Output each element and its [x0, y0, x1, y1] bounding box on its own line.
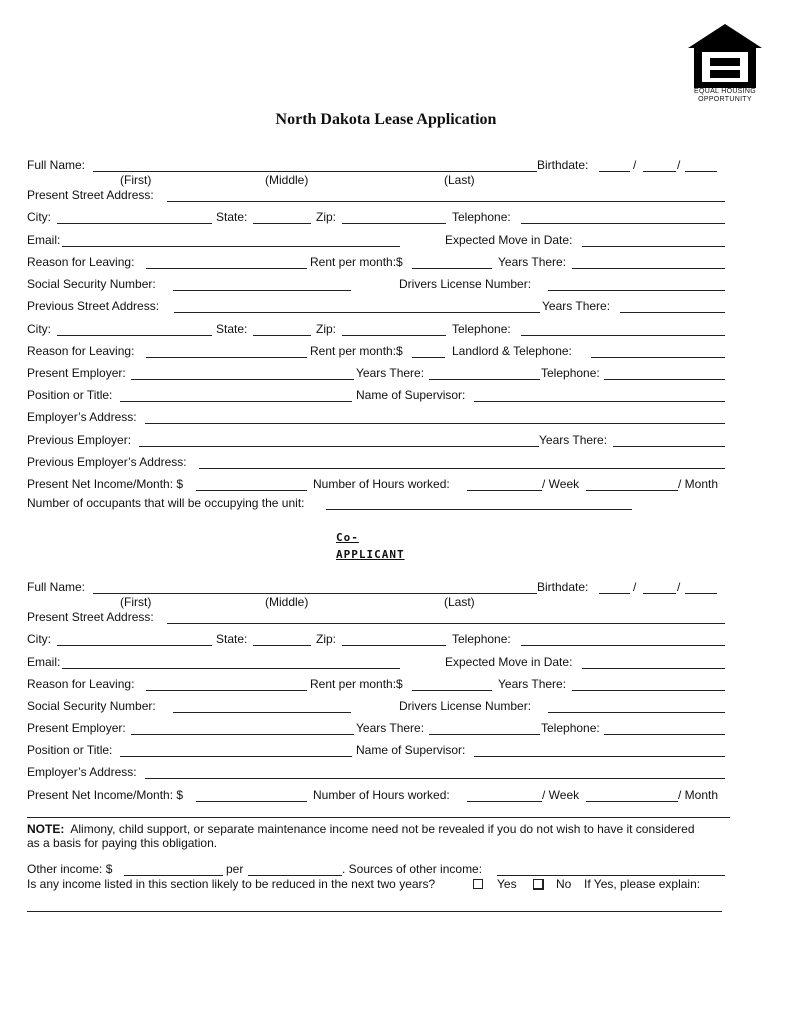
co-zip-label: Zip: — [316, 632, 337, 646]
other-income-label: Other income: $ — [27, 862, 113, 876]
prev-years-there-field[interactable] — [620, 312, 725, 313]
telephone-label: Telephone: — [452, 210, 511, 224]
hours-per-month-field[interactable] — [586, 490, 678, 491]
rent-per-month-label: Rent per month:$ — [310, 255, 403, 269]
co-telephone-field[interactable] — [521, 645, 725, 646]
ssn-label: Social Security Number: — [27, 277, 156, 291]
other-income-sources-label: . Sources of other income: — [342, 862, 483, 876]
prev-employer-field[interactable] — [139, 446, 539, 447]
years-there-field[interactable] — [572, 268, 725, 269]
prev-years-there-label: Years There: — [542, 299, 611, 313]
co-email-field[interactable] — [62, 668, 400, 669]
co-last-name-caption: (Last) — [444, 595, 475, 609]
co-hours-worked-label: Number of Hours worked: — [313, 788, 450, 802]
co-years-there-field[interactable] — [572, 690, 725, 691]
co-supervisor-label: Name of Supervisor: — [356, 743, 466, 757]
prev-reason-leaving-label: Reason for Leaving: — [27, 344, 135, 358]
full-name-label: Full Name: — [27, 158, 86, 172]
prev-city-field[interactable] — [57, 335, 212, 336]
middle-name-caption: (Middle) — [265, 173, 309, 187]
co-present-street-label: Present Street Address: — [27, 610, 154, 624]
birthdate-slash: / — [633, 158, 637, 172]
note-bold-label: NOTE: — [27, 822, 65, 836]
present-employer-label: Present Employer: — [27, 366, 126, 380]
landlord-telephone-field[interactable] — [591, 357, 725, 358]
co-rent-per-month-label: Rent per month:$ — [310, 677, 403, 691]
coapplicant-heading-line1: Co- — [336, 531, 359, 544]
reason-leaving-field[interactable] — [146, 268, 307, 269]
co-reason-leaving-label: Reason for Leaving: — [27, 677, 135, 691]
full-name-field[interactable] — [93, 171, 537, 172]
employer-years-field[interactable] — [429, 379, 540, 380]
income-reduction-question: Is any income listed in this section likely to be reduced in the next two years? — [27, 877, 436, 891]
co-employer-telephone-field[interactable] — [604, 734, 725, 735]
state-field[interactable] — [253, 223, 311, 224]
no-checkbox[interactable] — [533, 879, 544, 890]
co-net-income-label: Present Net Income/Month: $ — [27, 788, 184, 802]
yes-checkbox[interactable] — [473, 879, 483, 889]
explain-label: If Yes, please explain: — [584, 877, 701, 891]
birthdate-day-field[interactable] — [643, 171, 676, 172]
present-employer-field[interactable] — [131, 379, 354, 380]
prev-rent-label: Rent per month:$ — [310, 344, 403, 358]
last-name-caption: (Last) — [444, 173, 475, 187]
zip-label: Zip: — [316, 210, 337, 224]
co-years-there-label: Years There: — [498, 677, 567, 691]
per-week-label: / Week — [542, 477, 580, 491]
co-birthdate-label: Birthdate: — [537, 580, 589, 594]
prev-telephone-field[interactable] — [521, 335, 725, 336]
other-income-amount-field[interactable] — [124, 875, 223, 876]
employer-years-label: Years There: — [356, 366, 425, 380]
co-birthdate-day-field[interactable] — [643, 593, 676, 594]
co-drivers-license-label: Drivers License Number: — [399, 699, 532, 713]
prev-employer-years-label: Years There: — [539, 433, 608, 447]
prev-state-label: State: — [216, 322, 248, 336]
hours-per-week-field[interactable] — [467, 490, 542, 491]
occupants-label: Number of occupants that will be occupying the unit: — [27, 496, 305, 510]
co-hours-per-week-field[interactable] — [467, 801, 542, 802]
first-name-caption: (First) — [120, 173, 152, 187]
co-hours-per-month-field[interactable] — [586, 801, 678, 802]
co-employer-telephone-label: Telephone: — [541, 721, 600, 735]
note-text-line2: as a basis for paying this obligation. — [27, 836, 218, 850]
co-position-field[interactable] — [120, 756, 352, 757]
co-employer-address-label: Employer’s Address: — [27, 765, 137, 779]
present-street-label: Present Street Address: — [27, 188, 154, 202]
city-label: City: — [27, 210, 51, 224]
landlord-telephone-label: Landlord & Telephone: — [452, 344, 572, 358]
email-field[interactable] — [62, 246, 400, 247]
ssn-field[interactable] — [173, 290, 351, 291]
co-present-employer-label: Present Employer: — [27, 721, 126, 735]
co-city-field[interactable] — [57, 645, 212, 646]
rent-per-month-field[interactable] — [412, 268, 492, 269]
co-ssn-field[interactable] — [173, 712, 351, 713]
occupants-field[interactable] — [326, 509, 632, 510]
position-label: Position or Title: — [27, 388, 113, 402]
co-employer-address-field[interactable] — [145, 778, 725, 779]
logo-text-line2: OPPORTUNITY — [698, 96, 752, 103]
present-street-field[interactable] — [167, 201, 725, 202]
co-first-name-caption: (First) — [120, 595, 152, 609]
prev-rent-field[interactable] — [412, 357, 445, 358]
other-income-sources-field[interactable] — [497, 875, 725, 876]
note-line1 — [27, 822, 695, 836]
birthdate-slash: / — [677, 158, 681, 172]
per-month-label: / Month — [678, 477, 719, 491]
prev-street-label: Previous Street Address: — [27, 299, 160, 313]
co-expected-move-field[interactable] — [582, 668, 725, 669]
birthdate-year-field[interactable] — [685, 171, 717, 172]
prev-reason-leaving-field[interactable] — [146, 357, 307, 358]
co-per-month-label: / Month — [678, 788, 719, 802]
drivers-license-field[interactable] — [548, 290, 725, 291]
no-label: No — [556, 877, 572, 891]
co-employer-years-field[interactable] — [429, 734, 540, 735]
employer-telephone-label: Telephone: — [541, 366, 600, 380]
years-there-label: Years There: — [498, 255, 567, 269]
other-income-per-field[interactable] — [248, 875, 342, 876]
yes-label: Yes — [497, 877, 517, 891]
prev-employer-address-label: Previous Employer’s Address: — [27, 455, 187, 469]
co-city-label: City: — [27, 632, 51, 646]
birthdate-month-field[interactable] — [599, 171, 630, 172]
prev-state-field[interactable] — [253, 335, 311, 336]
email-label: Email: — [27, 233, 61, 247]
note-text-line1: Alimony, child support, or separate maintenance income need not be revealed if you do not wish to have it considered — [70, 822, 695, 836]
co-birthdate-slash: / — [677, 580, 681, 594]
co-birthdate-year-field[interactable] — [685, 593, 717, 594]
prev-zip-label: Zip: — [316, 322, 337, 336]
net-income-field[interactable] — [196, 490, 307, 491]
co-position-label: Position or Title: — [27, 743, 113, 757]
supervisor-field[interactable] — [474, 401, 725, 402]
co-drivers-license-field[interactable] — [548, 712, 725, 713]
co-net-income-field[interactable] — [196, 801, 307, 802]
other-income-per-label: per — [226, 862, 244, 876]
prev-employer-years-field[interactable] — [613, 446, 725, 447]
employer-telephone-field[interactable] — [604, 379, 725, 380]
co-employer-years-label: Years There: — [356, 721, 425, 735]
co-full-name-label: Full Name: — [27, 580, 86, 594]
prev-employer-address-field[interactable] — [199, 468, 725, 469]
prev-city-label: City: — [27, 322, 51, 336]
co-email-label: Email: — [27, 655, 61, 669]
co-present-employer-field[interactable] — [131, 734, 354, 735]
co-expected-move-label: Expected Move in Date: — [445, 655, 573, 669]
co-birthdate-slash: / — [633, 580, 637, 594]
co-ssn-label: Social Security Number: — [27, 699, 156, 713]
co-reason-leaving-field[interactable] — [146, 690, 307, 691]
section-divider — [27, 817, 730, 818]
co-rent-per-month-field[interactable] — [412, 690, 492, 691]
net-income-label: Present Net Income/Month: $ — [27, 477, 184, 491]
explain-field[interactable] — [27, 911, 722, 912]
expected-move-field[interactable] — [582, 246, 725, 247]
coapplicant-heading-line2: APPLICANT — [336, 548, 405, 561]
co-state-field[interactable] — [253, 645, 311, 646]
reason-leaving-label: Reason for Leaving: — [27, 255, 135, 269]
supervisor-label: Name of Supervisor: — [356, 388, 466, 402]
telephone-field[interactable] — [521, 223, 725, 224]
city-field[interactable] — [57, 223, 212, 224]
state-label: State: — [216, 210, 248, 224]
co-zip-field[interactable] — [342, 645, 446, 646]
position-field[interactable] — [120, 401, 352, 402]
prev-telephone-label: Telephone: — [452, 322, 511, 336]
zip-field[interactable] — [342, 223, 446, 224]
co-telephone-label: Telephone: — [452, 632, 511, 646]
hours-worked-label: Number of Hours worked: — [313, 477, 450, 491]
page-title: North Dakota Lease Application — [275, 111, 497, 128]
co-middle-name-caption: (Middle) — [265, 595, 309, 609]
co-full-name-field[interactable] — [93, 593, 537, 594]
co-state-label: State: — [216, 632, 248, 646]
expected-move-label: Expected Move in Date: — [445, 233, 573, 247]
drivers-license-label: Drivers License Number: — [399, 277, 532, 291]
prev-street-field[interactable] — [174, 312, 540, 313]
co-birthdate-month-field[interactable] — [599, 593, 630, 594]
prev-employer-label: Previous Employer: — [27, 433, 132, 447]
birthdate-label: Birthdate: — [537, 158, 589, 172]
prev-zip-field[interactable] — [342, 335, 446, 336]
co-supervisor-field[interactable] — [474, 756, 725, 757]
employer-address-field[interactable] — [145, 423, 725, 424]
employer-address-label: Employer’s Address: — [27, 410, 137, 424]
logo-text-line1: EQUAL HOUSING — [694, 88, 756, 95]
co-present-street-field[interactable] — [167, 623, 725, 624]
co-per-week-label: / Week — [542, 788, 580, 802]
